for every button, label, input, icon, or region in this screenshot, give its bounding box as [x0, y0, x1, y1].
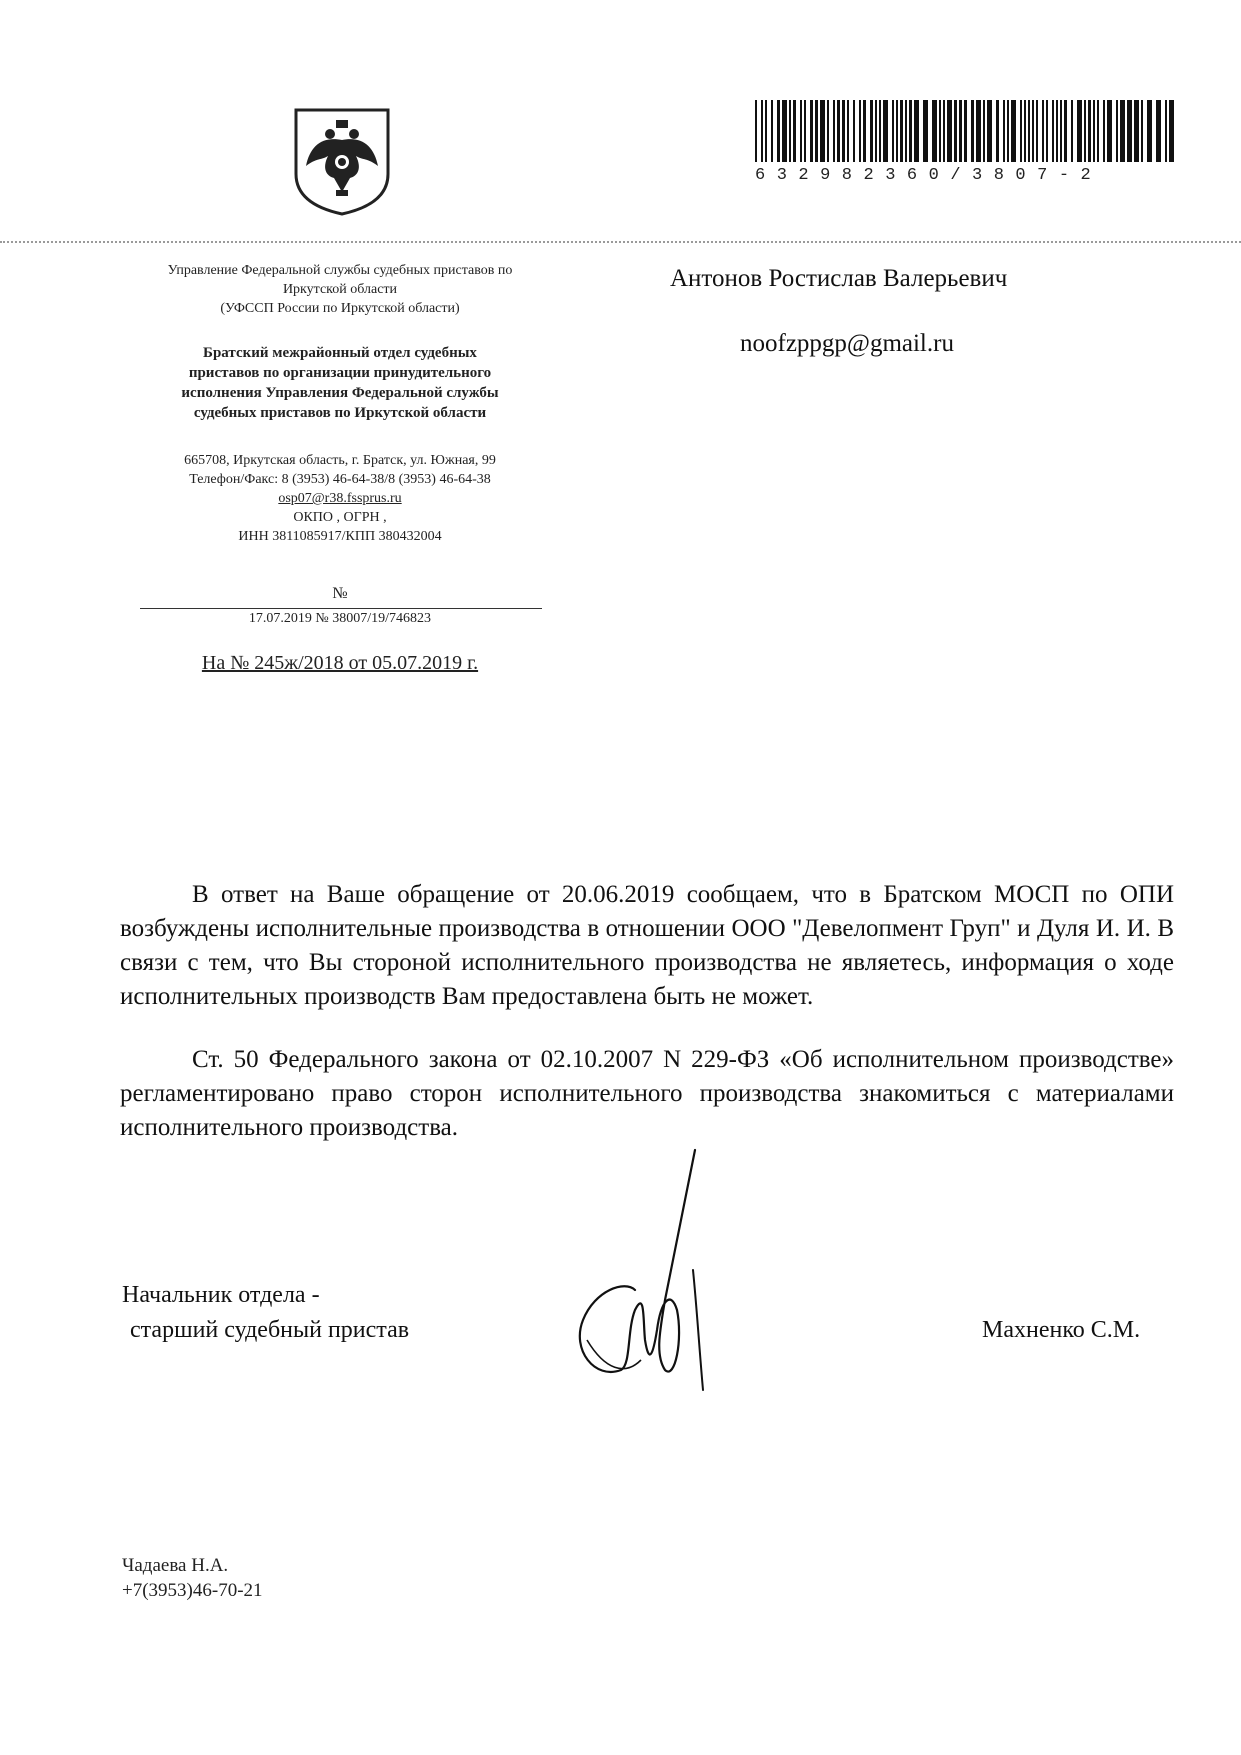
number-underline [140, 608, 542, 609]
barcode-number: 632982360/3807-2 [755, 166, 1103, 185]
agency-line-1: Управление Федеральной службы судебных приставов по [167, 263, 513, 278]
body-paragraph-2-text: Ст. 50 Федерального закона от 02.10.2007 N 229-ФЗ «Об исполнительном производстве» регламентировано право сторон исполнительного производства знакомиться с материалами исполнительного производства. [120, 1046, 1174, 1141]
handwritten-signature-icon [565, 1140, 735, 1400]
barcode-bars [755, 100, 1175, 162]
executor-name: Чадаева Н.А. [122, 1555, 229, 1576]
dept-line-1: Братский межрайонный отдел судебных [203, 345, 477, 361]
signer-position-line-1: Начальник отдела - [122, 1282, 320, 1308]
body-paragraph-1 [120, 878, 1174, 1014]
recipient-email: noofzppgp@gmail.ru [740, 330, 954, 357]
signer-name: Махненко С.М. [982, 1317, 1141, 1343]
outgoing-doc-number: 17.07.2019 № 38007/19/746823 [248, 611, 432, 626]
sender-address: 665708, Иркутская область, г. Братск, ул. Южная, 99 [184, 453, 496, 468]
dept-line-2: приставов по организации принудительного [188, 365, 492, 381]
sender-inn: ИНН 3811085917/КПП 380432004 [238, 529, 442, 544]
barcode [755, 100, 1175, 190]
sender-email-link[interactable]: osp07@r38.fssprus.ru [278, 491, 402, 506]
signer-position-line-2: старший судебный пристав [130, 1317, 410, 1343]
agency-short-name: (УФССП России по Иркутской области) [220, 301, 460, 316]
body-paragraph-2 [120, 1043, 1174, 1145]
dept-line-3: исполнения Управления Федеральной службы [181, 385, 499, 401]
sender-phone: Телефон/Факс: 8 (3953) 46-64-38/8 (3953) 46-64-38 [189, 472, 491, 487]
body-paragraph-1-text: В ответ на Ваше обращение от 20.06.2019 сообщаем, что в Братском МОСП по ОПИ возбуждены исполнительные производства в отношении ООО "Девелопмент Груп" и Дуля И. И. В связи с тем, что Вы стороной исполнительного производства не являетесь, информация о ходе исполнительных производств Вам предоставлена быть не может. [120, 881, 1174, 1010]
executor-phone: +7(3953)46-70-21 [122, 1580, 263, 1601]
coat-of-arms-emblem-icon [292, 106, 392, 216]
reference-number: На № 245ж/2018 от 05.07.2019 г. [201, 652, 479, 674]
number-label: № [332, 585, 348, 602]
sender-okpo: ОКПО , ОГРН , [293, 510, 387, 525]
scan-divider-line [0, 241, 1241, 243]
dept-line-4: судебных приставов по Иркутской области [193, 405, 487, 421]
agency-line-2: Иркутской области [282, 282, 398, 297]
recipient-name: Антонов Ростислав Валерьевич [670, 265, 1008, 292]
